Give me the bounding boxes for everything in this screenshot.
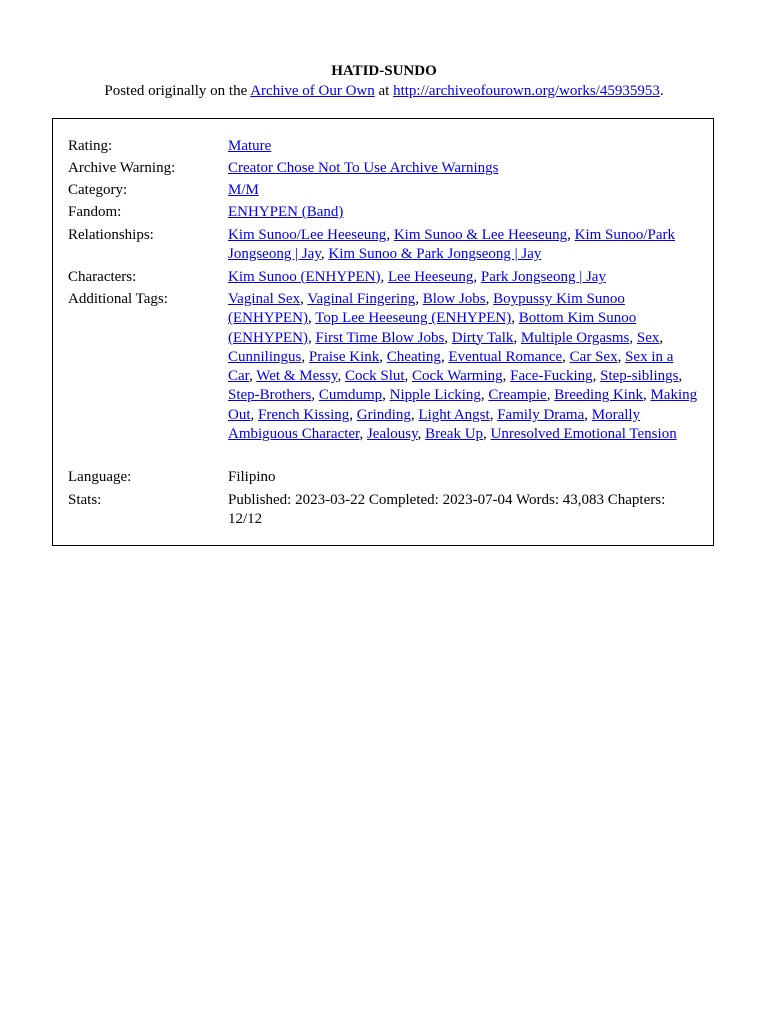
relationships-label: Relationships: xyxy=(68,227,154,243)
additional-tag[interactable]: Nipple Licking xyxy=(389,387,481,404)
work-header xyxy=(0,62,768,101)
additional-tag[interactable]: Morally Ambiguous Character xyxy=(228,406,641,443)
additional-tag[interactable]: Family Drama xyxy=(497,406,585,423)
language-value: Filipino xyxy=(228,469,276,485)
additional-tag[interactable]: French Kissing xyxy=(258,406,350,423)
warning-label: Archive Warning: xyxy=(68,160,176,176)
additional-tag[interactable]: Bottom Kim Sunoo (ENHYPEN) xyxy=(228,310,637,346)
relationship-tag[interactable]: Kim Sunoo & Lee Heeseung xyxy=(393,227,568,243)
category-link[interactable]: M/M xyxy=(228,182,259,198)
additional-tag[interactable]: Wet & Messy xyxy=(256,368,338,385)
tags-list: Vaginal Sex, Vaginal Fingering, Blow Jobs, Boypussy Kim Sunoo (ENHYPEN), Top Lee Heeseung (ENHYPEN), Bottom Kim Sunoo (ENHYPEN), First Time Blow Jobs, Dirty Talk, Multiple Orgasms, Sex, Cunnilingus, Praise Kink, Cheating, Eventual Romance, Car Sex, Sex in a Car, Wet & Messy, Cock Slut, Cock Warming, Face-Fucking, Step-siblings, Step-Brothers, Cumdump, Nipple Licking, Creampie, Breeding Kink, Making Out, French Kissing, Grinding, Light Angst, Family Drama, Morally Ambiguous Character, Jealousy, Break Up, Unresolved Emotional Tension xyxy=(228,291,698,443)
archive-link[interactable]: Archive of Our Own xyxy=(250,83,375,99)
additional-tag[interactable]: Step-siblings xyxy=(600,368,679,385)
additional-tag[interactable]: Sex in a Car xyxy=(228,348,674,385)
tags-label: Additional Tags: xyxy=(68,291,168,307)
additional-tag[interactable]: Break Up xyxy=(425,426,484,443)
additional-tag[interactable]: Cunnilingus xyxy=(228,348,302,365)
additional-tag[interactable]: Cock Slut xyxy=(344,368,405,385)
posted-prefix: Posted originally on the xyxy=(104,83,248,99)
fandom-label: Fandom: xyxy=(68,204,122,220)
additional-tag[interactable]: Cumdump xyxy=(318,387,383,404)
stats-label: Stats: xyxy=(68,492,102,508)
characters-label: Characters: xyxy=(68,269,137,285)
posted-line xyxy=(0,81,768,101)
category-label: Category: xyxy=(68,182,128,198)
additional-tag[interactable]: First Time Blow Jobs xyxy=(315,329,445,346)
additional-tag[interactable]: Praise Kink xyxy=(308,348,380,365)
additional-tag[interactable]: Grinding xyxy=(356,406,411,423)
posted-period: . xyxy=(659,83,664,99)
additional-tag[interactable]: Cock Warming xyxy=(412,368,503,385)
character-tag[interactable]: Park Jongseong | Jay xyxy=(480,269,606,285)
additional-tag[interactable]: Top Lee Heeseung (ENHYPEN) xyxy=(315,310,512,327)
rating-link[interactable]: Mature xyxy=(228,138,272,154)
additional-tag[interactable]: Unresolved Emotional Tension xyxy=(490,426,677,443)
characters-list: Kim Sunoo (ENHYPEN), Lee Heeseung, Park Jongseong | Jay xyxy=(228,269,606,285)
relationship-tag[interactable]: Kim Sunoo/Park Jongseong | Jay xyxy=(228,227,676,263)
character-tag[interactable]: Kim Sunoo (ENHYPEN) xyxy=(228,269,381,285)
stats-value: Published: 2023-03-22 Completed: 2023-07-04 Words: 43,083 Chapters: 12/12 xyxy=(228,492,666,528)
relationships-list: Kim Sunoo/Lee Heeseung, Kim Sunoo & Lee Heeseung, Kim Sunoo/Park Jongseong | Jay, Kim Sunoo & Park Jongseong | Jay xyxy=(228,227,676,263)
character-tag[interactable]: Lee Heeseung xyxy=(388,269,474,285)
warning-link[interactable]: Creator Chose Not To Use Archive Warnings xyxy=(228,160,499,176)
additional-tag[interactable]: Car Sex xyxy=(569,348,618,365)
work-title: HATID-SUNDO xyxy=(331,63,437,79)
additional-tag[interactable]: Face-Fucking xyxy=(510,368,593,385)
additional-tag[interactable]: Jealousy xyxy=(366,426,418,443)
language-label: Language: xyxy=(68,469,132,485)
additional-tag[interactable]: Breeding Kink xyxy=(554,387,643,404)
work-url-link[interactable]: http://archiveofourown.org/works/45935953 xyxy=(393,83,660,99)
additional-tag[interactable]: Step-Brothers xyxy=(228,387,312,404)
additional-tag[interactable]: Creampie xyxy=(488,387,547,404)
additional-tag[interactable]: Eventual Romance xyxy=(448,348,563,365)
additional-tag[interactable]: Vaginal Sex xyxy=(228,291,301,307)
relationship-tag[interactable]: Kim Sunoo & Park Jongseong | Jay xyxy=(328,246,542,263)
posted-at: at xyxy=(378,83,390,99)
fandom-link[interactable]: ENHYPEN (Band) xyxy=(228,204,344,220)
additional-tag[interactable]: Sex xyxy=(636,329,660,346)
additional-tag[interactable]: Multiple Orgasms xyxy=(520,329,630,346)
rating-label: Rating: xyxy=(68,138,113,154)
relationship-tag[interactable]: Kim Sunoo/Lee Heeseung xyxy=(228,227,387,243)
additional-tag[interactable]: Light Angst xyxy=(418,406,490,423)
additional-tag[interactable]: Blow Jobs xyxy=(422,291,486,307)
additional-tag[interactable]: Cheating xyxy=(386,348,441,365)
additional-tag[interactable]: Boypussy Kim Sunoo (ENHYPEN) xyxy=(228,291,625,327)
additional-tag[interactable]: Dirty Talk xyxy=(451,329,514,346)
additional-tag[interactable]: Making Out xyxy=(228,387,698,423)
additional-tag[interactable]: Vaginal Fingering xyxy=(307,291,416,307)
work-meta-box xyxy=(52,118,714,546)
